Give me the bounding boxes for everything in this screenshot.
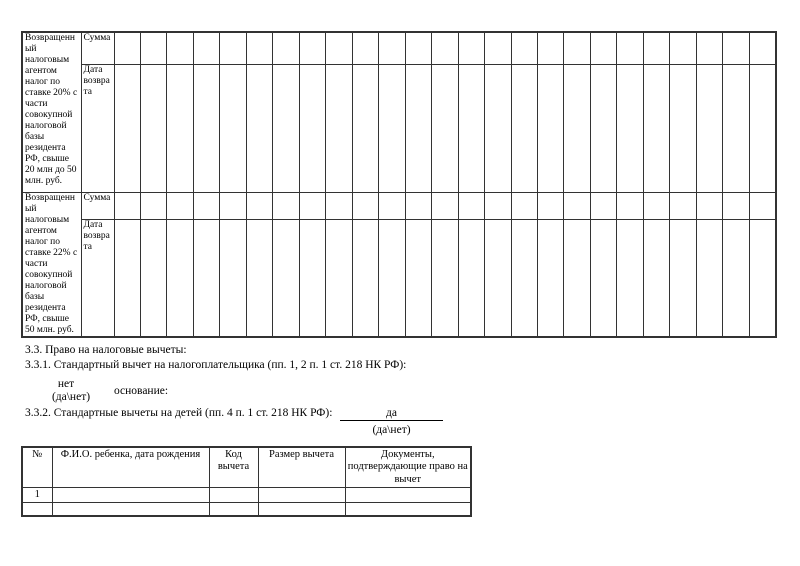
empty-grid-cell	[670, 32, 696, 64]
tax-refund-table	[21, 31, 777, 338]
empty-grid-cell	[273, 220, 299, 337]
empty-grid-cell	[220, 192, 246, 220]
empty-grid-cell	[193, 192, 219, 220]
empty-grid-cell	[564, 192, 590, 220]
empty-grid-cell	[140, 192, 166, 220]
empty-grid-cell	[511, 192, 537, 220]
col-header-deduction-code: Код вычета	[209, 447, 258, 487]
refund-table-row	[22, 64, 776, 192]
empty-grid-cell	[511, 32, 537, 64]
children-table-cell	[209, 503, 258, 516]
refund-subrow-label: Сумма	[81, 192, 114, 220]
children-table-body	[22, 487, 471, 515]
empty-grid-cell	[193, 64, 219, 192]
empty-grid-cell	[326, 64, 352, 192]
empty-grid-cell	[511, 220, 537, 337]
children-deduction-table	[21, 446, 472, 517]
children-table-cell	[258, 487, 345, 502]
empty-grid-cell	[749, 192, 776, 220]
section-33-heading: 3.3. Право на налоговые вычеты:	[25, 344, 187, 356]
empty-grid-cell	[299, 64, 325, 192]
children-table-row	[22, 487, 471, 502]
children-table-row	[22, 503, 471, 516]
empty-grid-cell	[749, 220, 776, 337]
empty-grid-cell	[352, 220, 378, 337]
empty-grid-cell	[193, 220, 219, 337]
empty-grid-cell	[590, 64, 616, 192]
empty-grid-cell	[379, 220, 405, 337]
refund-subrow-label: Дата возврата	[81, 220, 114, 337]
children-table-cell: 1	[22, 487, 52, 502]
empty-grid-cell	[432, 64, 458, 192]
empty-grid-cell	[696, 64, 722, 192]
empty-grid-cell	[670, 220, 696, 337]
empty-grid-cell	[696, 32, 722, 64]
empty-grid-cell	[538, 192, 564, 220]
refund-table-row	[22, 220, 776, 337]
children-table-header-row	[22, 447, 471, 487]
item-331-value-hint: (да\нет)	[51, 391, 91, 403]
children-table-cell	[52, 503, 209, 516]
empty-grid-cell	[167, 64, 193, 192]
empty-grid-cell	[564, 220, 590, 337]
col-header-child-name-dob: Ф.И.О. ребенка, дата рождения	[52, 447, 209, 487]
children-table-cell	[209, 487, 258, 502]
empty-grid-cell	[352, 192, 378, 220]
empty-grid-cell	[405, 32, 431, 64]
empty-grid-cell	[749, 64, 776, 192]
empty-grid-cell	[458, 32, 484, 64]
empty-grid-cell	[114, 32, 140, 64]
empty-grid-cell	[458, 64, 484, 192]
item-331-value: нет	[57, 378, 75, 390]
empty-grid-cell	[405, 64, 431, 192]
empty-grid-cell	[379, 192, 405, 220]
empty-grid-cell	[220, 220, 246, 337]
empty-grid-cell	[538, 220, 564, 337]
children-table-cell	[22, 503, 52, 516]
empty-grid-cell	[114, 192, 140, 220]
children-table-cell	[52, 487, 209, 502]
empty-grid-cell	[564, 64, 590, 192]
empty-grid-cell	[167, 192, 193, 220]
refund-row-label: Возвращенный налоговым агентом налог по ставке 22% с части совокупной налоговой базы резидента РФ, свыше 50 млн. руб.	[22, 192, 81, 337]
empty-grid-cell	[140, 32, 166, 64]
empty-grid-cell	[299, 192, 325, 220]
empty-grid-cell	[723, 64, 749, 192]
item-331-basis-label: основание:	[114, 385, 169, 397]
empty-grid-cell	[643, 64, 669, 192]
empty-grid-cell	[140, 220, 166, 337]
refund-row-label: Возвращенный налоговым агентом налог по ставке 20% с части совокупной налоговой базы резидента РФ, свыше 20 млн до 50 млн. руб.	[22, 32, 81, 192]
empty-grid-cell	[299, 220, 325, 337]
empty-grid-cell	[617, 192, 643, 220]
empty-grid-cell	[590, 32, 616, 64]
empty-grid-cell	[352, 64, 378, 192]
col-header-number: №	[22, 447, 52, 487]
empty-grid-cell	[458, 220, 484, 337]
children-table-cell	[258, 503, 345, 516]
empty-grid-cell	[246, 220, 272, 337]
empty-grid-cell	[299, 32, 325, 64]
empty-grid-cell	[564, 32, 590, 64]
empty-grid-cell	[246, 64, 272, 192]
empty-grid-cell	[326, 220, 352, 337]
empty-grid-cell	[220, 32, 246, 64]
empty-grid-cell	[670, 192, 696, 220]
empty-grid-cell	[749, 32, 776, 64]
col-header-deduction-size: Размер вычета	[258, 447, 345, 487]
empty-grid-cell	[458, 192, 484, 220]
empty-grid-cell	[352, 32, 378, 64]
empty-grid-cell	[273, 192, 299, 220]
children-table-cell	[345, 503, 471, 516]
empty-grid-cell	[723, 220, 749, 337]
refund-subrow-label: Дата возврата	[81, 64, 114, 192]
empty-grid-cell	[246, 192, 272, 220]
empty-grid-cell	[485, 192, 511, 220]
empty-grid-cell	[114, 220, 140, 337]
empty-grid-cell	[643, 32, 669, 64]
refund-table-row	[22, 32, 776, 64]
empty-grid-cell	[485, 32, 511, 64]
empty-grid-cell	[326, 192, 352, 220]
item-332-value-hint: (да\нет)	[372, 424, 411, 436]
item-332-label: 3.3.2. Стандартные вычеты на детей (пп. 4 п. 1 ст. 218 НК РФ):	[25, 407, 333, 419]
empty-grid-cell	[405, 192, 431, 220]
empty-grid-cell	[617, 220, 643, 337]
item-332-value-underlined: да	[340, 406, 443, 421]
empty-grid-cell	[696, 220, 722, 337]
empty-grid-cell	[723, 192, 749, 220]
empty-grid-cell	[220, 64, 246, 192]
empty-grid-cell	[485, 220, 511, 337]
empty-grid-cell	[590, 192, 616, 220]
empty-grid-cell	[643, 192, 669, 220]
empty-grid-cell	[617, 64, 643, 192]
empty-grid-cell	[379, 64, 405, 192]
empty-grid-cell	[511, 64, 537, 192]
empty-grid-cell	[273, 32, 299, 64]
empty-grid-cell	[590, 220, 616, 337]
empty-grid-cell	[432, 32, 458, 64]
refund-table-body	[22, 32, 776, 337]
empty-grid-cell	[167, 32, 193, 64]
empty-grid-cell	[670, 64, 696, 192]
children-table-cell	[345, 487, 471, 502]
refund-table-row	[22, 192, 776, 220]
empty-grid-cell	[114, 64, 140, 192]
empty-grid-cell	[326, 32, 352, 64]
empty-grid-cell	[140, 64, 166, 192]
col-header-supporting-documents: Документы, подтверждающие право на вычет	[345, 447, 471, 487]
item-331-label: 3.3.1. Стандартный вычет на налогоплательщика (пп. 1, 2 п. 1 ст. 218 НК РФ):	[25, 359, 407, 371]
refund-subrow-label: Сумма	[81, 32, 114, 64]
empty-grid-cell	[246, 32, 272, 64]
empty-grid-cell	[379, 32, 405, 64]
empty-grid-cell	[643, 220, 669, 337]
empty-grid-cell	[696, 192, 722, 220]
empty-grid-cell	[405, 220, 431, 337]
empty-grid-cell	[432, 220, 458, 337]
empty-grid-cell	[167, 220, 193, 337]
empty-grid-cell	[723, 32, 749, 64]
empty-grid-cell	[193, 32, 219, 64]
empty-grid-cell	[538, 64, 564, 192]
empty-grid-cell	[432, 192, 458, 220]
empty-grid-cell	[617, 32, 643, 64]
empty-grid-cell	[538, 32, 564, 64]
empty-grid-cell	[273, 64, 299, 192]
empty-grid-cell	[485, 64, 511, 192]
